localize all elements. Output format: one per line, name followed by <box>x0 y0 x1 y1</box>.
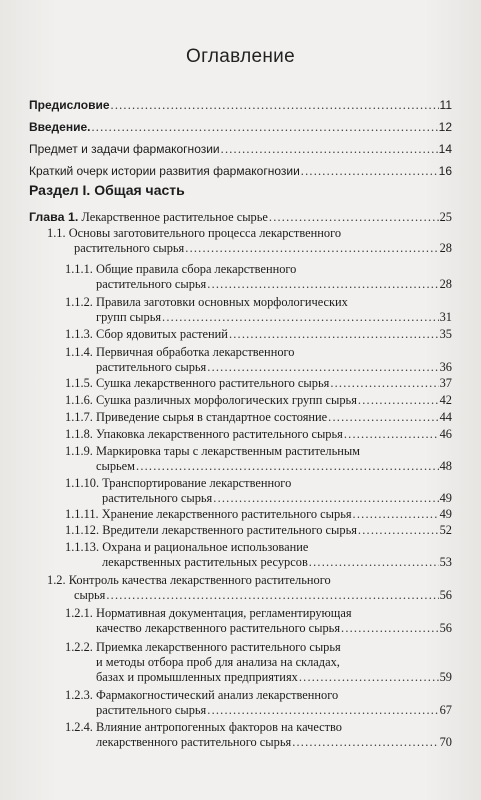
toc-entry-title: Первичная обработка лекарственного <box>96 345 295 359</box>
toc-entry-title: Сбор ядовитых растений <box>96 327 228 341</box>
toc-entry-title: растительного сырья <box>96 277 207 291</box>
toc-entry-title: лекарственного растительного сырья <box>96 735 292 749</box>
leader-dots <box>344 427 439 442</box>
toc-entry-title: Правила заготовки основных морфологических <box>96 295 348 309</box>
toc-entry-page: 56 <box>439 621 452 635</box>
toc-entry-1-1-10[interactable] <box>65 476 452 506</box>
toc-entry-title: Сушка различных морфологических групп сырья <box>96 393 357 407</box>
toc-entry-1-1-12[interactable] <box>65 523 452 538</box>
toc-entry-number: 1.2. <box>47 573 66 587</box>
toc-entry-title: лекарственных растительных ресурсов <box>102 555 308 569</box>
toc-entry-number: 1.1.6. <box>65 393 93 407</box>
toc-entry-page: 28 <box>439 241 452 255</box>
toc-entry-page: 36 <box>439 360 452 374</box>
toc-entry-title: Основы заготовительного процесса лекарственного <box>68 226 342 240</box>
toc-entry-title: Охрана и рациональное использование <box>102 540 309 554</box>
toc-entry-introduction[interactable] <box>29 120 452 135</box>
toc-entry-number: 1.1.12. <box>65 523 100 537</box>
toc-entry-number: 1.1. <box>47 226 66 240</box>
toc-entry-title: Маркировка тары с лекарственным растительным <box>96 444 361 458</box>
toc-entry-1-1-3[interactable] <box>65 327 452 342</box>
toc-entry-page: 12 <box>438 120 452 134</box>
leader-dots <box>207 703 438 718</box>
toc-entry-page: 42 <box>439 393 452 407</box>
toc-entry-page: 70 <box>439 735 452 749</box>
leader-dots <box>309 555 439 570</box>
toc-entry-page: 59 <box>439 670 452 684</box>
toc-entry-page: 11 <box>439 98 452 112</box>
leader-dots <box>91 120 437 135</box>
toc-entry-number: 1.1.3. <box>65 327 93 341</box>
leader-dots <box>136 459 439 474</box>
leader-dots <box>328 410 438 425</box>
page-title: Оглавление <box>186 46 295 67</box>
toc-entry-1-2-2[interactable] <box>65 640 452 685</box>
toc-entry-number: 1.1.9. <box>65 444 93 458</box>
toc-entry-preface[interactable] <box>29 98 452 113</box>
toc-entry-title: Приемка лекарственного растительного сырья <box>96 640 341 654</box>
toc-entry-title: Общие правила сбора лекарственного <box>96 262 297 276</box>
leader-dots <box>353 507 439 522</box>
toc-entry-1-1-6[interactable] <box>65 393 452 408</box>
toc-entry-page: 35 <box>439 327 452 341</box>
toc-entry-title: Сушка лекарственного растительного сырья <box>96 376 330 390</box>
leader-dots <box>341 621 439 636</box>
leader-dots <box>106 588 438 603</box>
toc-entry-title: Хранение лекарственного растительного сырья <box>101 507 352 521</box>
toc-entry-title: групп сырья <box>96 310 162 324</box>
toc-entry-page: 49 <box>439 491 452 505</box>
toc-entry-title: Предмет и задачи фармакогнозии <box>29 142 220 156</box>
toc-entry-title: Транспортирование лекарственного <box>102 476 292 490</box>
toc-entry-title: Упаковка лекарственного растительного сырья <box>96 427 343 441</box>
toc-entry-title: Нормативная документация, регламентирующая <box>96 606 352 620</box>
toc-entry-title: растительного сырья <box>102 491 213 505</box>
toc-entry-number: 1.1.13. <box>65 540 100 554</box>
toc-entry-number: 1.2.3. <box>65 688 93 702</box>
toc-entry-title: Фармакогностический анализ лекарственного <box>96 688 339 702</box>
toc-entry-page: 53 <box>439 555 452 569</box>
toc-entry-number: 1.1.4. <box>65 345 93 359</box>
toc-entry-title: Влияние антропогенных факторов на качество <box>96 720 342 734</box>
toc-entry-subject[interactable] <box>29 142 452 157</box>
toc-entry-page: 52 <box>439 523 452 537</box>
toc-entry-title: базах и промышленных предприятиях <box>96 670 298 684</box>
toc-entry-1-1-9[interactable] <box>65 444 452 474</box>
toc-entry-number: 1.1.10. <box>65 476 100 490</box>
toc-entry-number: 1.1.1. <box>65 262 93 276</box>
toc-entry-page: 28 <box>439 277 452 291</box>
toc-entry-number: 1.1.7. <box>65 410 93 424</box>
toc-entry-title: растительного сырья <box>74 241 185 255</box>
toc-entry-1-1-2[interactable] <box>65 295 452 325</box>
toc-entry-page: 25 <box>439 210 452 224</box>
leader-dots <box>292 735 438 750</box>
toc-entry-1-2-3[interactable] <box>65 688 452 718</box>
toc-entry-title: Предисловие <box>29 98 110 112</box>
toc-entry-number: 1.1.8. <box>65 427 93 441</box>
toc-entry-title: Вредители лекарственного растительного сырья <box>102 523 357 537</box>
toc-entry-1-1-5[interactable] <box>65 376 452 391</box>
toc-entry-1-2-1[interactable] <box>65 606 452 636</box>
leader-dots <box>330 376 438 391</box>
toc-entry-number: 1.2.1. <box>65 606 93 620</box>
leader-dots <box>111 98 439 113</box>
chapter-number: Глава 1. <box>29 210 79 224</box>
toc-entry-title: качество лекарственного растительного сырья <box>96 621 341 635</box>
toc-entry-number: 1.1.11. <box>65 507 99 521</box>
toc-entry-title: и методы отбора проб для анализа на складах, <box>96 655 340 669</box>
leader-dots <box>269 210 439 225</box>
leader-dots <box>358 393 439 408</box>
toc-entry-title: растительного сырья <box>96 360 207 374</box>
section-heading: Раздел I. Общая часть <box>29 182 185 198</box>
toc-chapter-1[interactable] <box>29 210 452 225</box>
toc-entry-page: 67 <box>439 703 452 717</box>
toc-entry-title: растительного сырья <box>96 703 207 717</box>
toc-entry-1-1[interactable] <box>47 226 452 256</box>
toc-entry-title: сырья <box>74 588 106 602</box>
toc-entry-1-1-13[interactable] <box>65 540 452 570</box>
leader-dots <box>301 164 438 179</box>
toc-entry-title: Введение. <box>29 120 91 134</box>
toc-entry-title: Приведение сырья в стандартное состояние <box>96 410 328 424</box>
toc-entry-title: Краткий очерк истории развития фармакогнозии <box>29 164 300 178</box>
toc-entry-history[interactable] <box>29 164 452 179</box>
toc-entry-number: 1.1.2. <box>65 295 93 309</box>
toc-entry-1-2[interactable] <box>47 573 452 603</box>
toc-entry-title: Контроль качества лекарственного растительного <box>68 573 331 587</box>
toc-entry-1-1-7[interactable] <box>65 410 452 425</box>
toc-entry-number: 1.2.4. <box>65 720 93 734</box>
toc-entry-page: 44 <box>439 410 452 424</box>
leader-dots <box>221 142 438 157</box>
leader-dots <box>162 310 439 325</box>
toc-entry-title: сырьем <box>96 459 136 473</box>
toc-entry-page: 46 <box>439 427 452 441</box>
toc-entry-page: 16 <box>438 164 452 178</box>
toc-entry-1-1-1[interactable] <box>65 262 452 292</box>
toc-entry-number: 1.1.5. <box>65 376 93 390</box>
toc-entry-page: 14 <box>438 142 452 156</box>
chapter-title: Лекарственное растительное сырье <box>81 210 268 224</box>
toc-entry-page: 48 <box>439 459 452 473</box>
toc-entry-page: 37 <box>439 376 452 390</box>
leader-dots <box>299 670 439 685</box>
toc-entry-1-1-11[interactable] <box>65 507 452 522</box>
toc-entry-number: 1.2.2. <box>65 640 93 654</box>
leader-dots <box>358 523 439 538</box>
toc-entry-1-1-4[interactable] <box>65 345 452 375</box>
leader-dots <box>229 327 439 342</box>
toc-entry-page: 31 <box>439 310 452 324</box>
toc-entry-1-1-8[interactable] <box>65 427 452 442</box>
leader-dots <box>207 360 438 375</box>
leader-dots <box>213 491 438 506</box>
leader-dots <box>207 277 438 292</box>
toc-entry-page: 49 <box>439 507 452 521</box>
leader-dots <box>185 241 438 256</box>
toc-entry-page: 56 <box>439 588 452 602</box>
toc-entry-1-2-4[interactable] <box>65 720 452 750</box>
